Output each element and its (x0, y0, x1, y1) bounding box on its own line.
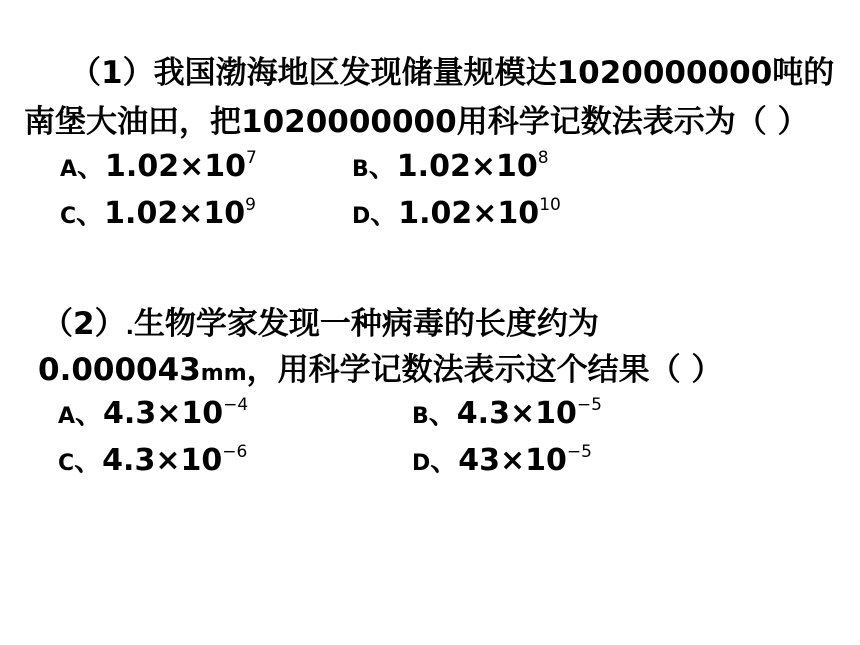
option-letter: B (352, 157, 369, 182)
q2-unit: mm (200, 361, 247, 386)
option-separator: 、 (428, 397, 457, 430)
q2-option-d (412, 441, 592, 484)
q1-option-c (60, 194, 256, 237)
option-letter: C (58, 451, 75, 476)
option-separator: 、 (75, 397, 104, 430)
option-letter: B (412, 404, 429, 429)
option-exponent: −5 (566, 442, 592, 462)
option-base: 1.02×10 (398, 196, 540, 231)
option-exponent: 7 (245, 148, 257, 168)
option-exponent: −6 (222, 442, 248, 462)
option-base: 1.02×10 (396, 149, 538, 184)
q2-option-c (58, 441, 247, 484)
option-separator: 、 (370, 197, 399, 230)
option-letter: A (58, 404, 76, 429)
q1-line1: （1）我国渤海地区发现储量规模达1020000000吨的 (70, 55, 835, 91)
q2-dot: . (125, 315, 134, 340)
q2-option-a (58, 394, 248, 437)
q2-line2 (38, 350, 722, 394)
q2-value: 0.000043 (38, 352, 201, 388)
option-separator: 、 (76, 197, 105, 230)
q2-option-b (412, 394, 602, 437)
option-exponent: −5 (576, 395, 602, 415)
q2-number: （2） (42, 306, 126, 342)
q1-option-a (60, 147, 257, 190)
q1-line2: 南堡大油田，把1020000000用科学记数法表示为（ ） (24, 104, 809, 140)
q1-option-b (352, 147, 549, 190)
q2-text: 生物学家发现一种病毒的长度约为 (133, 306, 599, 342)
option-letter: C (60, 204, 77, 229)
option-base: 43×10 (458, 443, 567, 478)
option-base: 1.02×10 (104, 196, 246, 231)
option-letter: A (60, 157, 78, 182)
option-separator: 、 (430, 444, 459, 477)
option-separator: 、 (74, 444, 103, 477)
option-exponent: 8 (537, 148, 549, 168)
q2-text-2: ，用科学记数法表示这个结果（ ） (246, 352, 723, 388)
option-base: 4.3×10 (103, 396, 224, 431)
option-exponent: −4 (223, 395, 249, 415)
option-letter: D (412, 451, 431, 476)
option-base: 1.02×10 (105, 149, 246, 184)
option-exponent: 9 (245, 195, 256, 215)
option-separator: 、 (368, 150, 397, 183)
option-exponent: 10 (539, 195, 561, 215)
q1-option-d (352, 194, 561, 237)
q2-line1 (42, 304, 599, 348)
option-base: 4.3×10 (456, 396, 577, 431)
option-letter: D (352, 204, 371, 229)
option-separator: 、 (77, 150, 106, 183)
option-base: 4.3×10 (102, 443, 223, 478)
